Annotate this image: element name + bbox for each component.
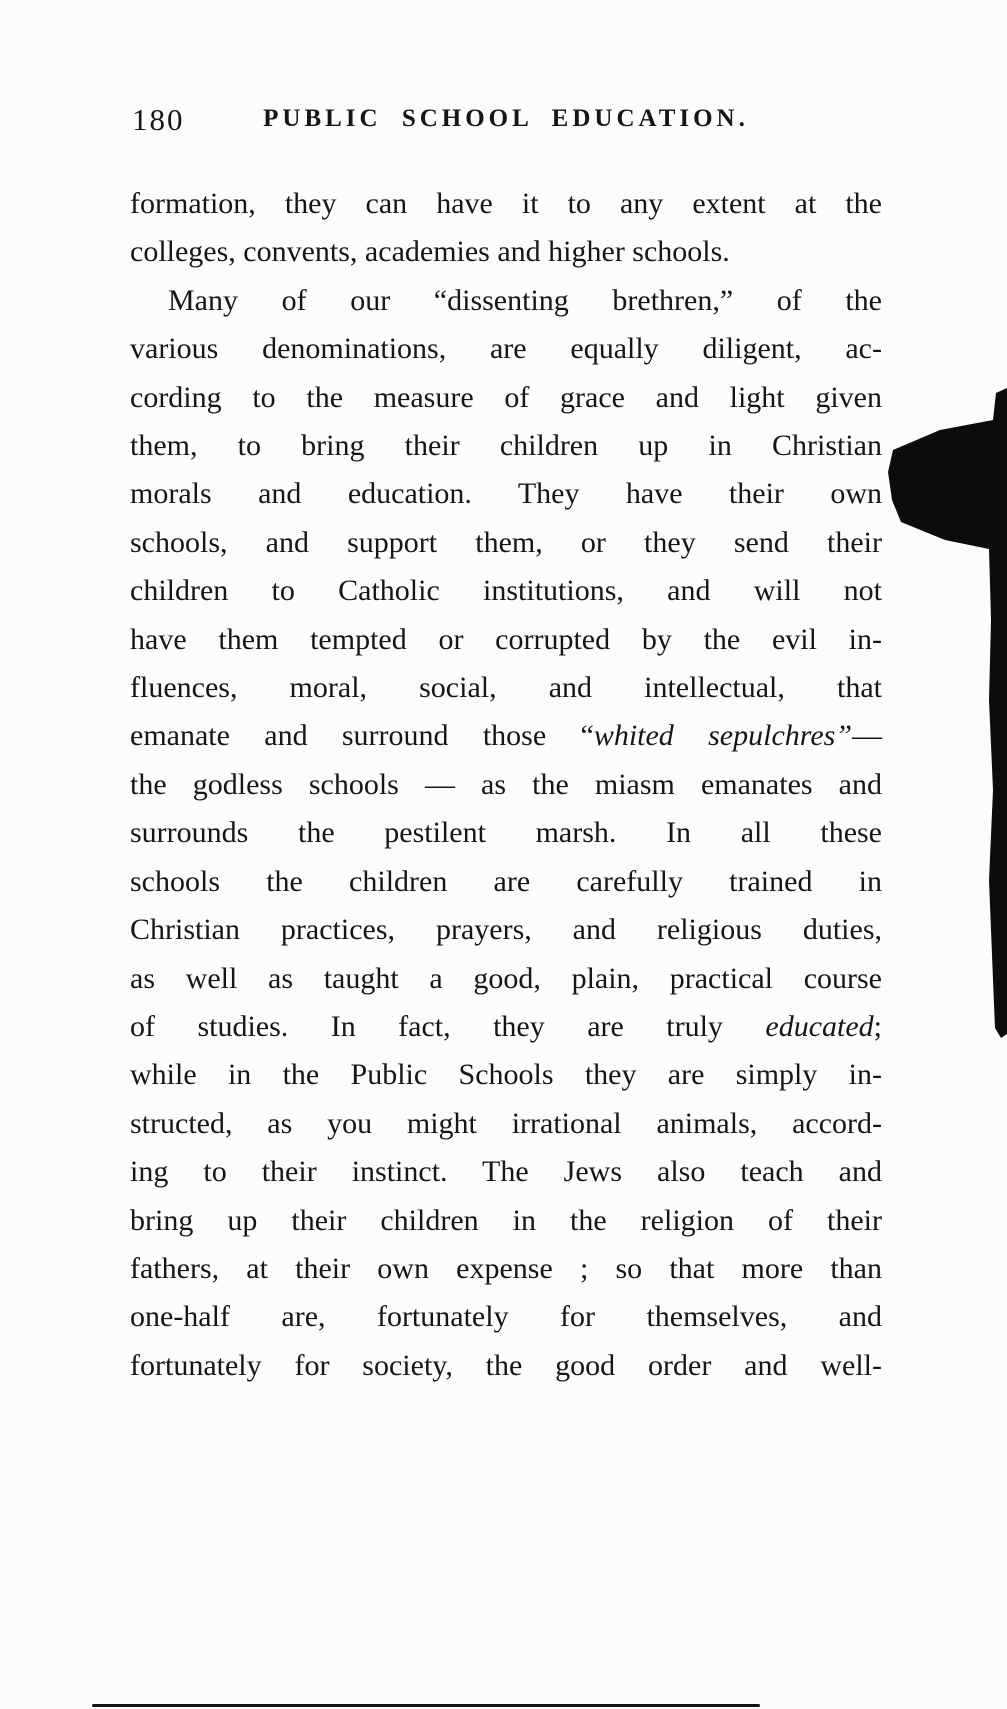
text-segment: surrounds the pestilent marsh. In all these [130,816,882,850]
text-line [130,1051,882,1099]
text-line [130,325,882,373]
text-segment: as well as taught a good, plain, practical course [130,961,882,995]
scan-artifact [877,0,1007,1100]
text-line [130,616,882,664]
text-segment: fathers, at their own expense ; so that more than [130,1251,882,1285]
text-segment: fluences, moral, social, and intellectual, that [130,671,882,705]
text-segment: ; [873,1009,882,1043]
text-segment: structed, as you might irrational animals, accord- [130,1106,882,1140]
text-line [130,761,882,809]
text-segment: cording to the measure of grace and light given [130,380,882,414]
text-line [130,1342,882,1390]
text-segment: schools, and support them, or they send their [130,525,882,559]
text-segment: — [852,719,883,753]
text-line [130,567,882,615]
text-line [130,228,882,276]
text-segment: emanate and surround those “ [130,719,594,753]
text-segment: of studies. In fact, they are truly [130,1009,766,1043]
text-segment: one-half are, fortunately for themselves, and [130,1300,882,1334]
text-segment: fortunately for society, the good order and well- [130,1348,882,1382]
text-line [130,809,882,857]
text-line [130,519,882,567]
text-line [130,180,882,228]
text-line [130,712,882,760]
text-segment: formation, they can have it to any extent at the [130,187,882,220]
text-segment: Christian practices, prayers, and religious duties, [130,913,882,947]
text-segment: ing to their instinct. The Jews also teach and [130,1155,882,1189]
text-line [130,1197,882,1245]
page-header [130,102,882,142]
text-segment: the godless schools — as the miasm emanates and [130,767,882,801]
text-line [130,664,882,712]
text-segment: schools the children are carefully trained in [130,864,882,898]
text-line [130,1293,882,1341]
text-segment: have them tempted or corrupted by the evil in- [130,622,882,656]
text-segment: while in the Public Schools they are simply in- [130,1058,882,1092]
text-line [130,1148,882,1196]
scan-edge-artifact [92,1704,760,1707]
text-line [130,277,882,325]
text-line [130,422,882,470]
page-number: 180 [132,102,185,137]
running-header: PUBLIC SCHOOL EDUCATION. [263,105,749,132]
text-segment: morals and education. They have their own [130,477,882,511]
text-segment: bring up their children in the religion of their [130,1203,882,1237]
body-text [130,180,882,1390]
text-line [130,470,882,518]
text-line [130,374,882,422]
italic-text: educated [765,1009,874,1043]
text-line [130,858,882,906]
text-segment: them, to bring their children up in Christian [130,429,882,463]
text-line [130,906,882,954]
italic-text: whited sepulchres” [593,719,853,753]
text-line [130,1100,882,1148]
text-segment: colleges, convents, academies and higher schools. [130,235,730,269]
text-segment: various denominations, are equally diligent, ac- [130,332,882,366]
text-segment: children to Catholic institutions, and will not [130,574,882,608]
text-line [130,955,882,1003]
text-segment: Many of our “dissenting brethren,” of the [168,283,882,317]
text-line [130,1245,882,1293]
text-line [130,1003,882,1051]
